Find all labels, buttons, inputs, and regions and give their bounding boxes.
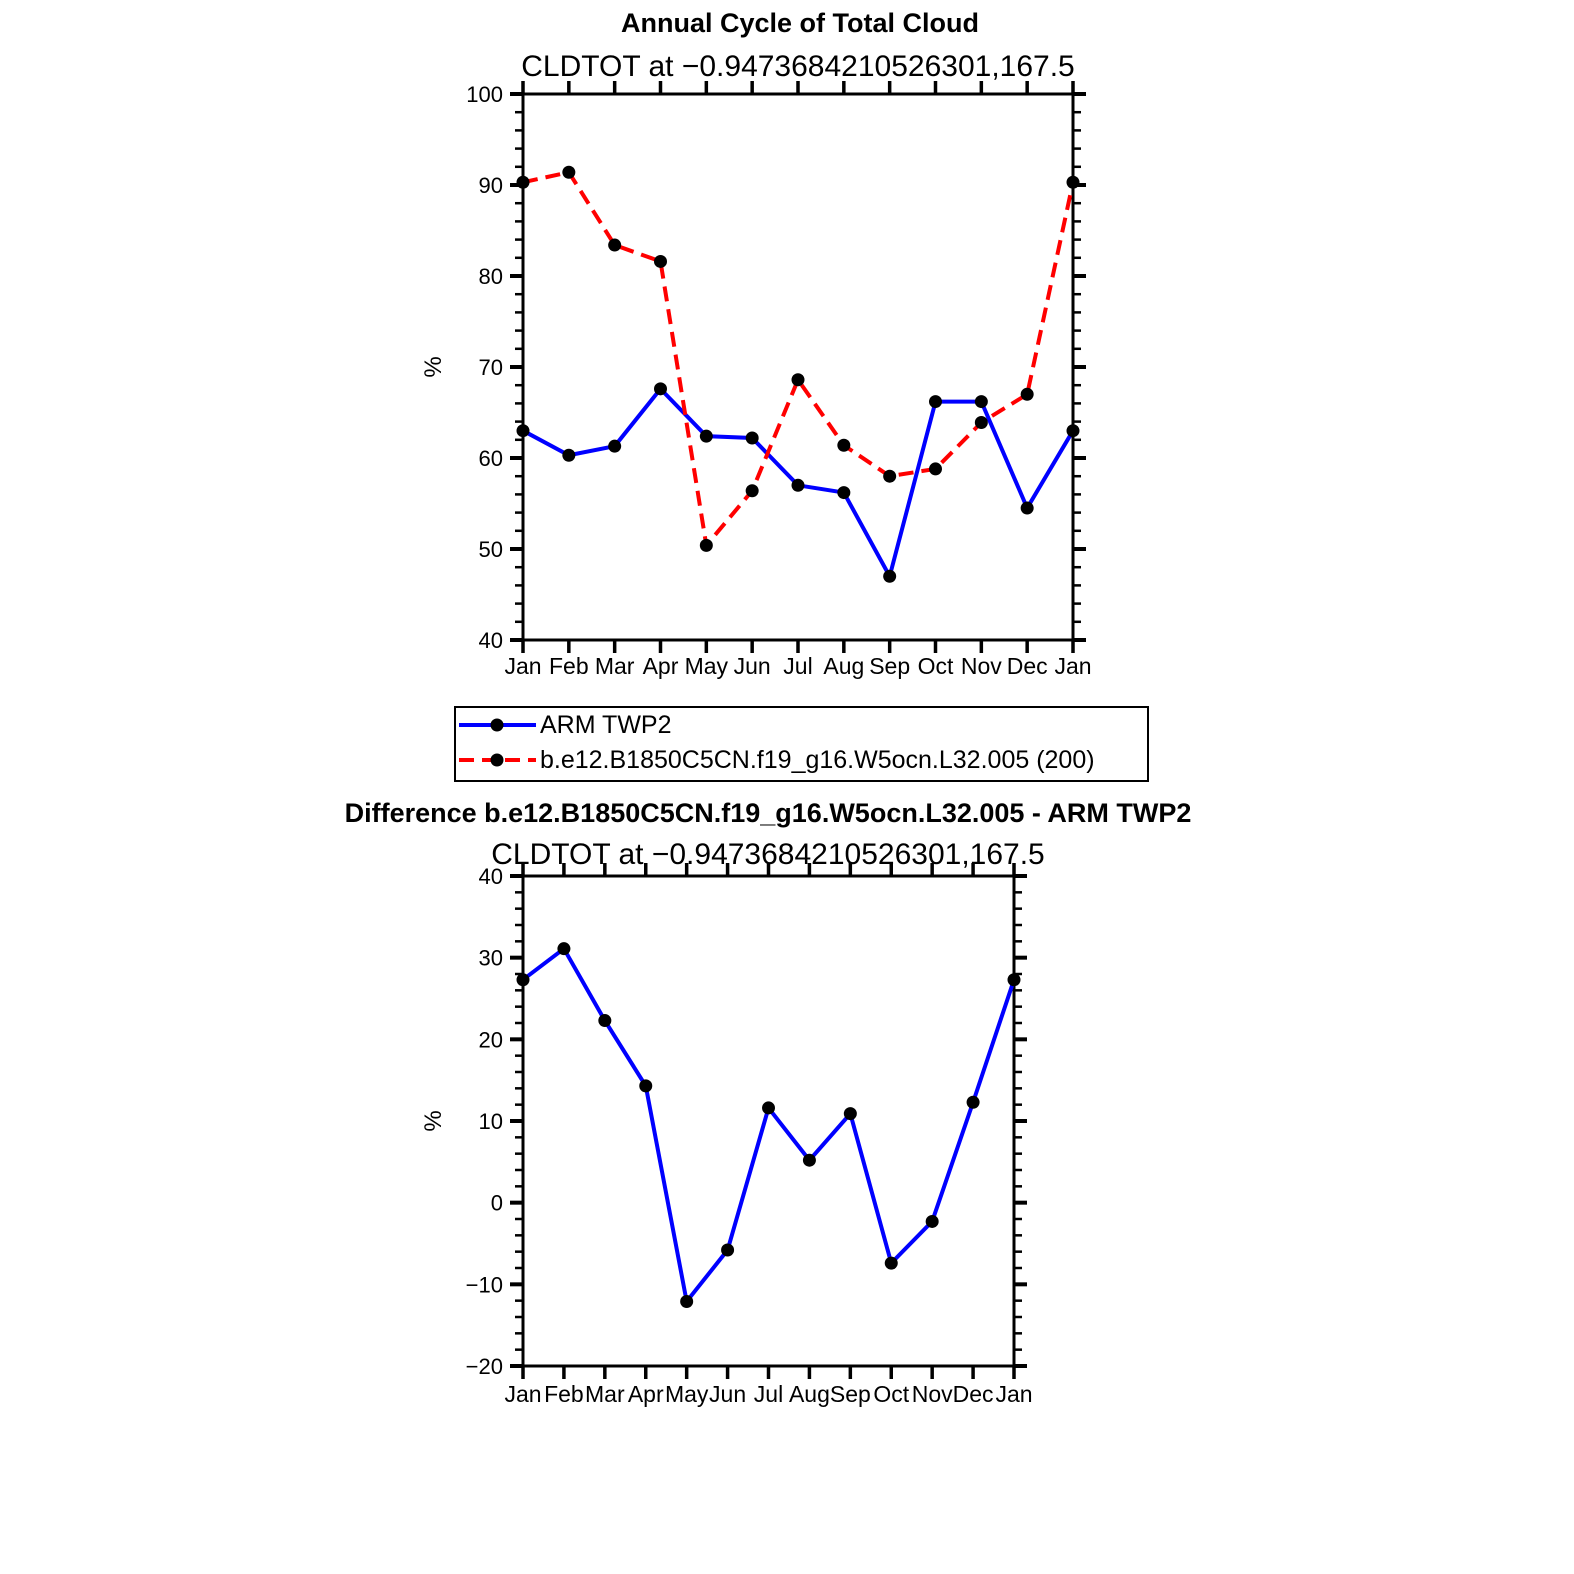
data-point-marker <box>929 395 942 408</box>
data-point-marker <box>654 382 667 395</box>
x-tick-label: Sep <box>869 653 911 679</box>
x-tick-label: Jun <box>709 1381 747 1407</box>
y-tick-label: 40 <box>478 628 503 653</box>
data-point-marker <box>654 255 667 268</box>
x-tick-label: Nov <box>911 1381 953 1407</box>
x-tick-label: Jul <box>753 1381 784 1407</box>
legend-sample-marker <box>491 754 504 767</box>
data-point-marker <box>1021 388 1034 401</box>
data-point-marker <box>1067 176 1080 189</box>
data-point-marker <box>721 1244 734 1257</box>
legend-sample-marker <box>491 719 504 732</box>
data-point-marker <box>929 462 942 475</box>
data-point-marker <box>837 486 850 499</box>
x-tick-label: Apr <box>642 653 679 679</box>
x-tick-label: Oct <box>917 653 954 679</box>
legend-label: b.e12.B1850C5CN.f19_g16.W5ocn.L32.005 (200) <box>540 746 1095 774</box>
legend-label: ARM TWP2 <box>540 711 672 739</box>
data-point-marker <box>885 1257 898 1270</box>
x-tick-label: Jan <box>1054 653 1092 679</box>
data-point-marker <box>762 1101 775 1114</box>
y-tick-label: 60 <box>478 446 503 471</box>
data-point-marker <box>975 416 988 429</box>
y-tick-label: 30 <box>478 945 503 971</box>
data-point-marker <box>803 1154 816 1167</box>
y-tick-label: 90 <box>478 173 503 198</box>
data-point-marker <box>975 395 988 408</box>
data-point-marker <box>517 424 530 437</box>
y-tick-label: 40 <box>478 864 503 889</box>
plot-frame <box>523 876 1014 1366</box>
x-tick-label: May <box>664 1381 709 1407</box>
data-point-marker <box>746 484 759 497</box>
x-tick-label: Jul <box>783 653 813 679</box>
chart-title: Annual Cycle of Total Cloud <box>620 8 980 38</box>
data-point-marker <box>639 1079 652 1092</box>
data-point-marker <box>837 439 850 452</box>
x-tick-label: Oct <box>873 1381 910 1407</box>
chart-subtitle: CLDTOT at −0.9473684210526301,167.5 <box>491 838 1045 871</box>
y-tick-label: 20 <box>478 1027 503 1053</box>
x-tick-label: Aug <box>823 653 865 679</box>
y-tick-label: 0 <box>490 1190 503 1216</box>
x-tick-label: Jan <box>995 1381 1033 1407</box>
difference-chart <box>345 798 1192 1407</box>
plot-frame <box>523 94 1073 640</box>
y-tick-label: 10 <box>478 1109 503 1134</box>
x-tick-label: Apr <box>627 1381 664 1407</box>
x-tick-label: Feb <box>549 653 589 679</box>
data-point-marker <box>883 570 896 583</box>
data-point-marker <box>883 470 896 483</box>
x-tick-label: Sep <box>829 1381 871 1407</box>
data-point-marker <box>967 1096 980 1109</box>
x-tick-label: Jun <box>733 653 771 679</box>
chart-title: Difference b.e12.B1850C5CN.f19_g16.W5ocn.L32.005 - ARM TWP2 <box>344 798 1192 828</box>
data-point-marker <box>926 1215 939 1228</box>
y-tick-label: 70 <box>478 355 503 380</box>
data-point-marker <box>608 440 621 453</box>
data-point-marker <box>680 1295 693 1308</box>
data-point-marker <box>792 373 805 386</box>
y-tick-label: −10 <box>465 1272 503 1298</box>
y-tick-label: 80 <box>478 264 503 289</box>
y-tick-label: 50 <box>478 537 503 562</box>
legend <box>455 707 1148 781</box>
y-tick-label: −20 <box>465 1354 503 1379</box>
data-point-marker <box>1021 502 1034 515</box>
x-tick-label: Dec <box>1006 653 1048 679</box>
chart-subtitle: CLDTOT at −0.9473684210526301,167.5 <box>521 50 1075 83</box>
x-tick-label: Feb <box>544 1381 584 1407</box>
x-tick-label: Nov <box>960 653 1002 679</box>
data-point-marker <box>700 430 713 443</box>
data-point-marker <box>562 449 575 462</box>
data-point-marker <box>700 539 713 552</box>
x-tick-label: Mar <box>585 1381 625 1407</box>
data-point-marker <box>1008 973 1021 986</box>
x-tick-label: Mar <box>594 653 635 679</box>
y-axis-unit-label: % <box>420 356 447 378</box>
x-tick-label: Jan <box>504 1381 542 1407</box>
data-point-marker <box>746 431 759 444</box>
data-point-marker <box>562 166 575 179</box>
data-point-marker <box>557 942 570 955</box>
data-point-marker <box>517 973 530 986</box>
data-point-marker <box>517 176 530 189</box>
x-tick-label: May <box>684 653 729 679</box>
x-tick-label: Dec <box>952 1381 994 1407</box>
x-tick-label: Jan <box>504 653 542 679</box>
y-axis-unit-label: % <box>420 1110 447 1132</box>
x-tick-label: Aug <box>788 1381 830 1407</box>
data-point-marker <box>844 1107 857 1120</box>
annual-cycle-chart <box>420 8 1148 781</box>
data-point-marker <box>792 479 805 492</box>
data-point-marker <box>598 1014 611 1027</box>
data-point-marker <box>608 239 621 252</box>
y-tick-label: 100 <box>466 82 503 107</box>
data-point-marker <box>1067 424 1080 437</box>
series-line-difference <box>523 949 1014 1302</box>
